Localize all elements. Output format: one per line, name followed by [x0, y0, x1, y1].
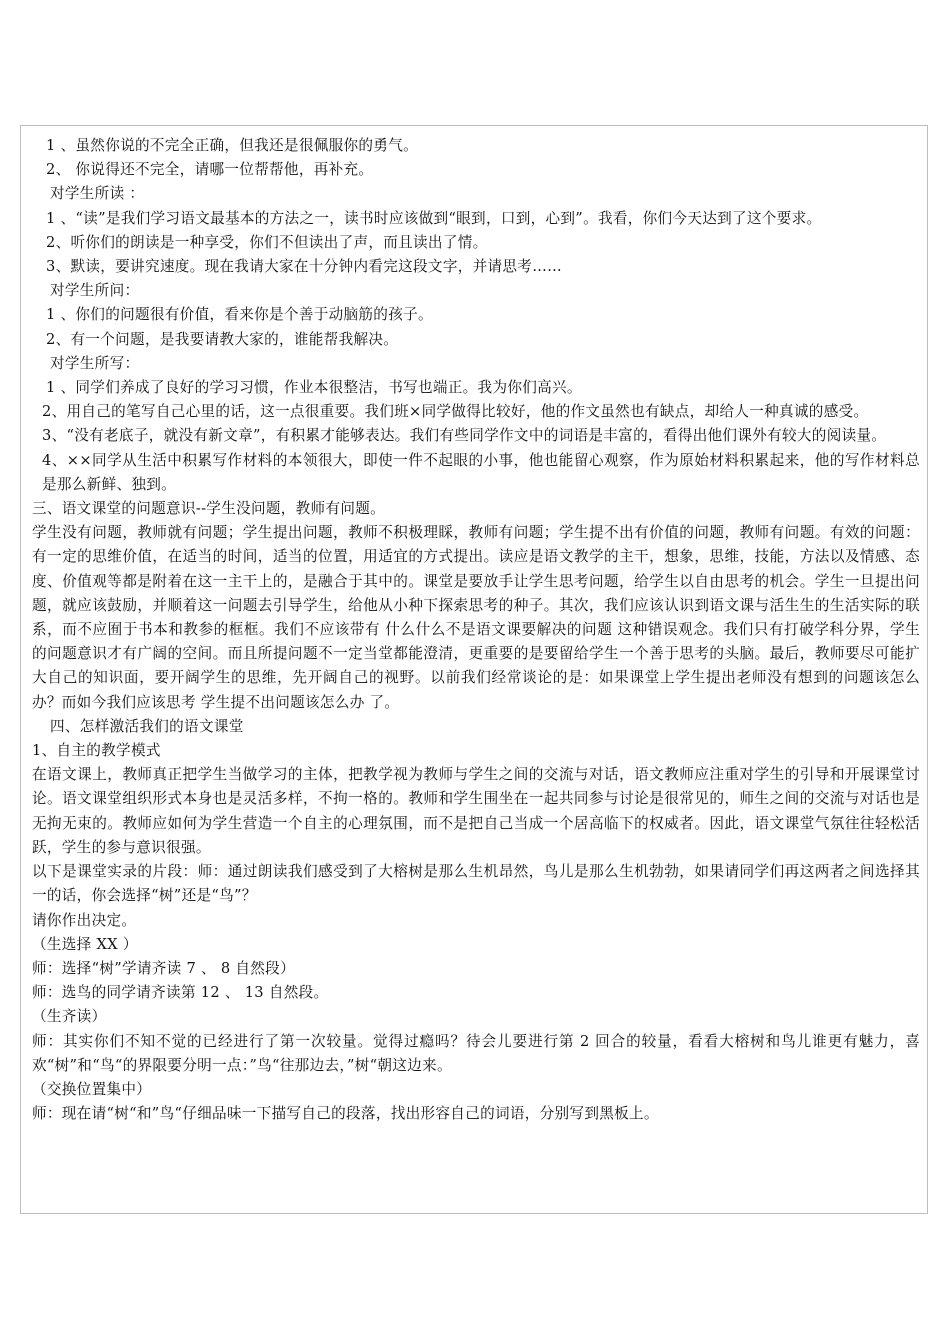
section-heading: 四、怎样激活我们的语文课堂 [50, 717, 244, 735]
text-line: 2、听你们的朗读是一种享受，你们不但读出了声，而且读出了情。 [46, 233, 488, 251]
text-line: 师：选鸟的同学请齐读第 12 、 13 自然段。 [32, 984, 329, 1002]
text-line: 师：选择“树”学请齐读 7 、 8 自然段） [32, 959, 295, 977]
text-line: 1 、你们的问题很有价值，看来你是个善于动脑筋的孩子。 [46, 306, 433, 324]
paragraph: 以下是课堂实录的片段：师：通过朗读我们感受到了大榕树是那么生机昂然，鸟儿是那么生机勃勃，如果请同学们再这两者之间选择其一的话，你会选择“树”还是“鸟”？ [32, 863, 920, 905]
paragraph: 学生没有问题，教师就有问题；学生提出问题，教师不积极理睬，教师有问题；学生提不出有价值的问题，教师有问题。有效的问题：有一定的思维价值，在适当的时间，适当的位置，用适宜的方式提出。读应是语文教学的主干，想象，思维，技能，方法以及情感、态度、价值观等都是附着在这一主干上的，是融合于其中的。课堂是要放手让学生思考问题，给学生以自由思考的机会。学生一旦提出问题，就应该鼓励，并顺着这一问题去引导学生，给他从小种下探索思考的种子。其次，我们应该认识到语文课与活生生的生活实际的联系，而不应囿于书本和教参的框框。我们不应该带有 什么什么不是语文课要解决的问题 这种错误观念。我们只有打破学科分界，学生的问题意识才有广阔的空间。而且所提问题不一定当堂都能澄清，更重要的是要留给学生一个善于思考的头脑。最后，教师要尽可能扩大自己的知识面，要开阔学生的思维，先开阔自己的视野。以前我们经常谈论的是：如果课堂上学生提出老师没有想到的问题该怎么办？而如今我们应该思考 学生提不出问题该怎么办 了。 [32, 524, 920, 711]
text-line: （生选择 XX ） [32, 935, 138, 953]
subsection-heading: 1、自主的教学模式 [32, 742, 161, 760]
section-heading: 对学生所问： [50, 282, 140, 300]
text-line: （生齐读） [32, 1008, 107, 1026]
paragraph: 在语文课上，教师真正把学生当做学习的主体，把教学视为教师与学生之间的交流与对话，语文教师应注重对学生的引导和开展课堂讨论。语文课堂组织形式本身也是灵活多样，不拘一格的。教师和学生围坐在一起共同参与讨论是很常见的，师生之间的交流与对话也是无拘无束的。教师应如何为学生营造一个自主的心理氛围，而不是把自己当成一个居高临下的权威者。因此，语文课堂气氛往往轻松活跃，学生的参与意识很强。 [32, 766, 920, 856]
text-line: 1 、“读”是我们学习语文最基本的方法之一，读书时应该做到“眼到，口到，心到”。我看，你们今天达到了这个要求。 [46, 209, 822, 227]
paragraph: 师：其实你们不知不觉的已经进行了第一次较量。觉得过瘾吗？待会儿要进行第 2 回合的较量，看看大榕树和鸟儿谁更有魅力，喜欢“树”和“鸟“的界限要分明一点：”鸟“往那边去，”树“朝这边来。 [32, 1032, 920, 1074]
text-line: 1 、同学们养成了良好的学习习惯，作业本很整洁，书写也端正。我为你们高兴。 [46, 379, 582, 397]
section-heading: 三、语文课堂的问题意识--学生没问题，教师有问题。 [32, 500, 386, 518]
document-body [32, 134, 920, 1126]
section-heading: 对学生所读 ： [50, 185, 145, 203]
text-line: 2、有一个问题，是我要请教大家的，谁能帮我解决。 [46, 330, 399, 348]
paragraph: 3、“没有老底子，就没有新文章”，有积累才能够表达。我们有些同学作文中的词语是丰富的，看得出他们课外有较大的阅读量。 [42, 427, 887, 445]
text-line: 请你作出决定。 [32, 911, 137, 929]
paragraph: 2、用自己的笔写自己心里的话，这一点很重要。我们班×同学做得比较好，他的作文虽然也有缺点，却给人一种真诚的感受。 [42, 403, 869, 421]
text-line: 3、默读，要讲究速度。现在我请大家在十分钟内看完这段文字，并请思考…… [46, 258, 562, 276]
paragraph: 4、××同学从生活中积累写作材料的本领很大，即使一件不起眼的小事，他也能留心观察，作为原始材料积累起来，他的写作材料总是那么新鲜、独到。 [42, 451, 920, 493]
text-line: （交换位置集中） [32, 1080, 152, 1098]
text-line: 1 、虽然你说的不完全正确，但我还是很佩服你的勇气。 [46, 137, 418, 154]
text-line: 师：现在请“树“和”鸟“仔细品味一下描写自己的段落，找出形容自己的词语，分别写到黑板上。 [32, 1105, 659, 1123]
text-line: 2、 你说得还不完全，请哪一位帮帮他，再补充。 [46, 161, 374, 179]
section-heading: 对学生所写： [50, 354, 140, 372]
